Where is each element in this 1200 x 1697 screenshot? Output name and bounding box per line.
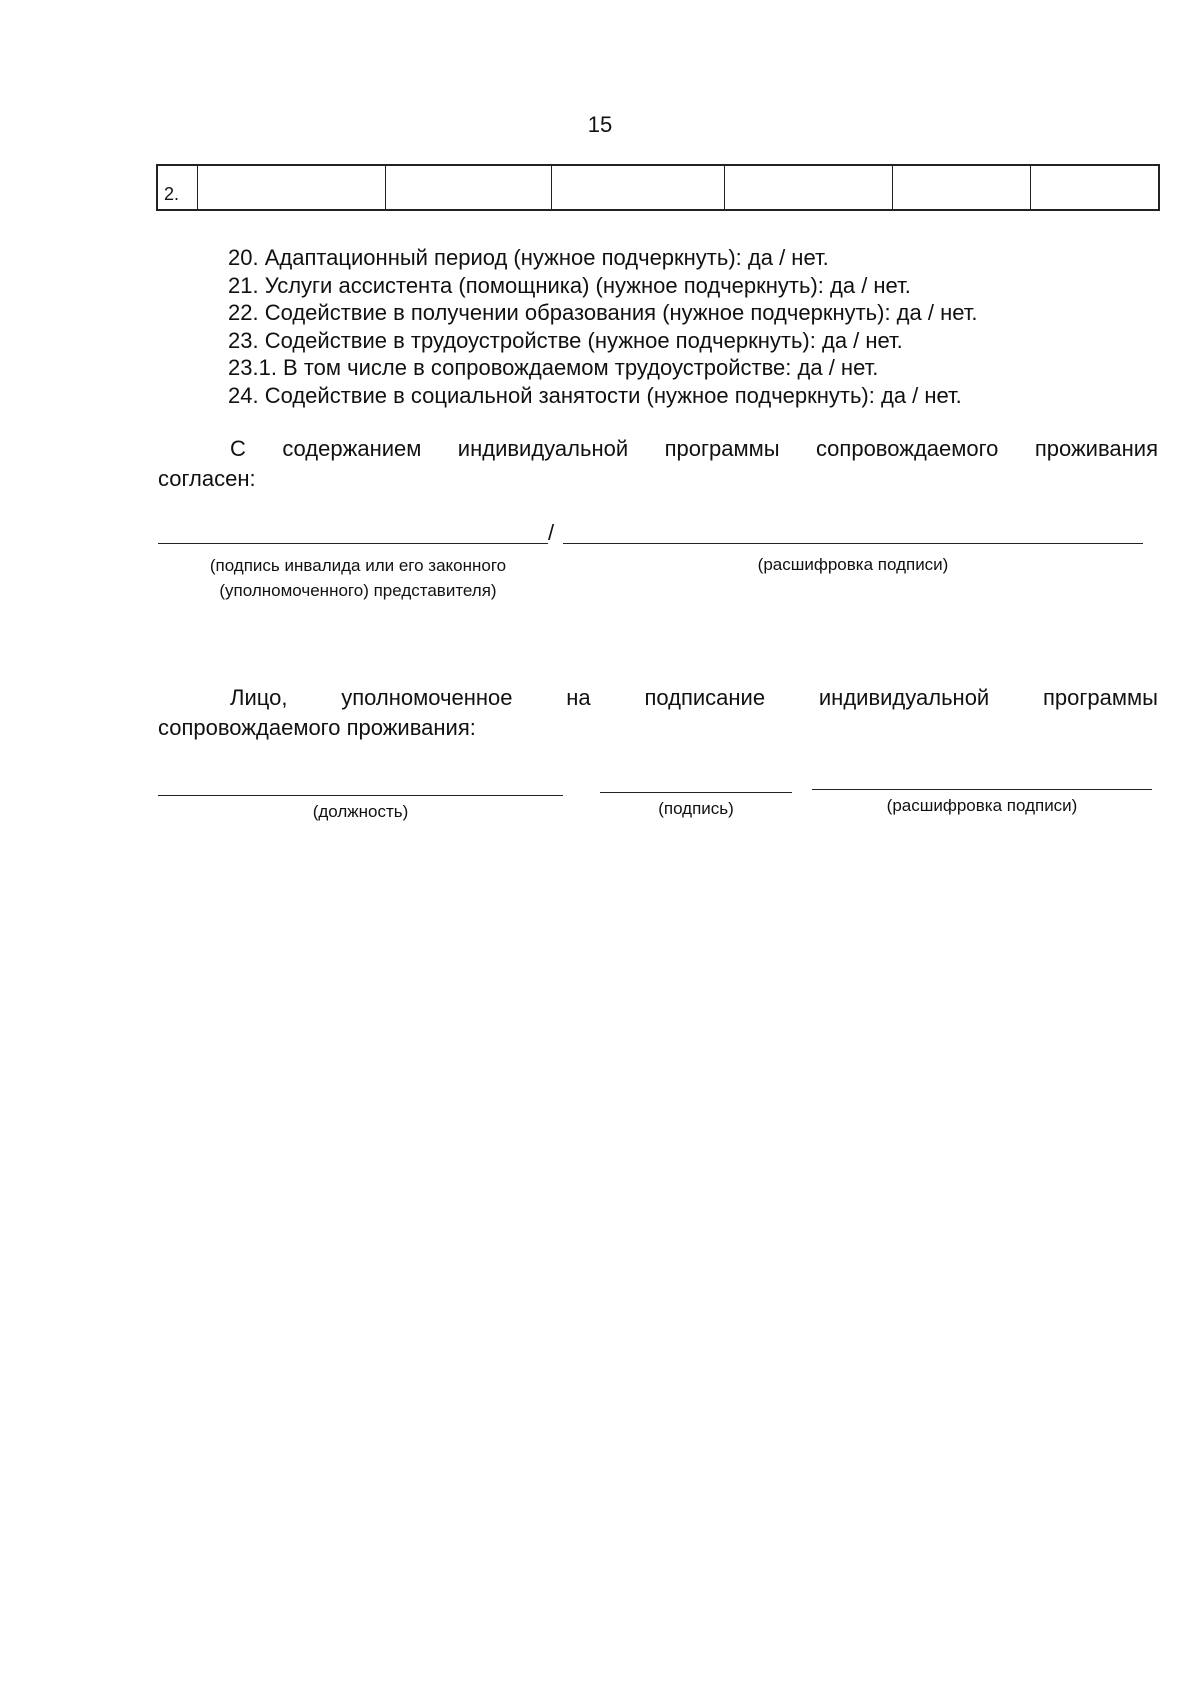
signature-caption [158, 553, 558, 603]
table-cell-number: 2. [158, 166, 198, 209]
table-cell [1031, 166, 1158, 209]
consent-paragraph [158, 434, 1158, 494]
consent-word: проживания [1034, 436, 1158, 461]
consent-line-2: согласен: [158, 466, 256, 491]
authorized-paragraph [158, 683, 1158, 743]
list-item: 21. Услуги ассистента (помощника) (нужное подчеркнуть): да / нет. [228, 272, 911, 298]
decoding-caption: (расшифровка подписи) [757, 555, 949, 574]
signature-caption: (подпись) [658, 799, 734, 818]
signature-decoding-line [563, 543, 1143, 544]
table-cell [198, 166, 386, 209]
signature-caption-line-1: (подпись инвалида или его законного [209, 556, 507, 575]
consent-word: содержанием [282, 436, 422, 461]
signature-separator: / [548, 520, 555, 545]
table-cell [893, 166, 1031, 209]
list-item: 24. Содействие в социальной занятости (нужное подчеркнуть): да / нет. [228, 382, 962, 408]
authorized-word: индивидуальной [818, 685, 990, 710]
list-item: 23. Содействие в трудоустройстве (нужное подчеркнуть): да / нет. [228, 327, 903, 353]
list-item: 20. Адаптационный период (нужное подчеркнуть): да / нет. [228, 245, 829, 270]
consent-word: сопровождаемого [815, 436, 999, 461]
authorized-word: на [566, 685, 591, 710]
page-number: 15 [587, 112, 613, 137]
list-item: 22. Содействие в получении образования (нужное подчеркнуть): да / нет. [228, 300, 978, 325]
table-cell [552, 166, 725, 209]
authorized-line-2: сопровождаемого проживания: [158, 715, 476, 740]
signature-decoding-line [812, 789, 1152, 790]
list-item: 23.1. В том числе в сопровождаемом трудоустройстве: да / нет. [228, 355, 879, 380]
authorized-word: программы [1043, 685, 1158, 710]
position-line [158, 795, 563, 796]
consent-word: программы [664, 436, 780, 461]
signature-line [600, 792, 792, 793]
authorized-word: уполномоченное [341, 685, 513, 710]
table-cell [725, 166, 893, 209]
signature-line [158, 543, 548, 544]
authorized-word: Лицо, [230, 685, 288, 710]
position-caption: (должность) [312, 802, 409, 821]
consent-word: индивидуальной [457, 436, 629, 461]
decoding-caption: (расшифровка подписи) [886, 796, 1078, 815]
signature-caption-line-2: (уполномоченного) представителя) [219, 581, 497, 600]
consent-word: С [230, 436, 246, 461]
table-row [156, 164, 1160, 211]
authorized-word: подписание [644, 685, 766, 710]
table-cell [386, 166, 552, 209]
items-list [228, 244, 1128, 409]
